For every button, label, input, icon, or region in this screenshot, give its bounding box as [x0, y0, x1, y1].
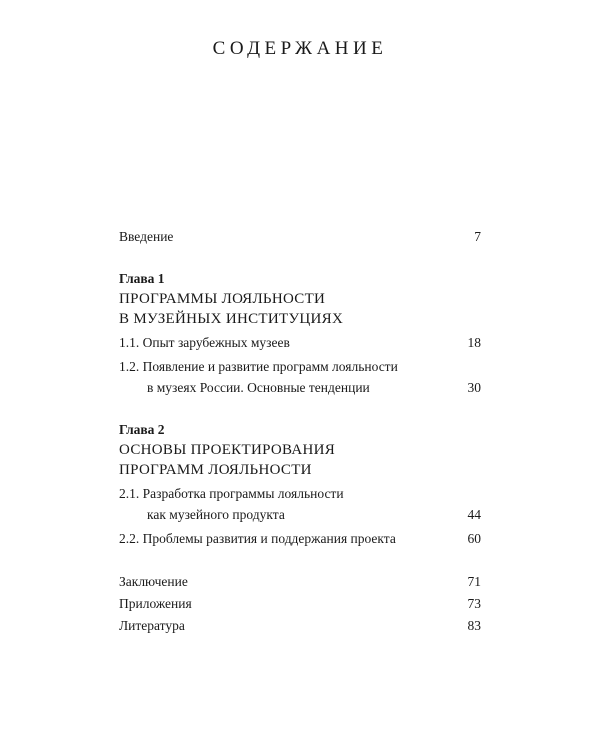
chapter-title-line: ПРОГРАММ ЛОЯЛЬНОСТИ [119, 462, 312, 478]
toc-entry-label: 1.1. Опыт зарубежных музеев [119, 335, 290, 350]
toc-page-number: 18 [467, 335, 481, 350]
toc-entry-label: 2.1. Разработка программы лояльности [119, 486, 344, 501]
toc-page-number: 7 [474, 229, 481, 244]
toc-entry-label: Заключение [119, 574, 188, 589]
toc-entry-section[interactable] [119, 356, 481, 398]
toc-entry-section[interactable] [119, 332, 481, 353]
chapter-title-line: ОСНОВЫ ПРОЕКТИРОВАНИЯ [119, 442, 336, 458]
toc-entry-section[interactable] [119, 483, 481, 525]
chapter-2 [119, 419, 481, 549]
toc-page-number: 44 [467, 507, 481, 522]
back-matter [119, 571, 481, 636]
toc-entry-label: Введение [119, 229, 174, 244]
toc-entry-intro[interactable] [119, 226, 481, 247]
toc-entry-label: 1.2. Появление и развитие программ лояльности [119, 359, 398, 374]
toc-page-number: 71 [467, 574, 481, 589]
toc-entry-label: 2.2. Проблемы развития и поддержания проекта [119, 531, 396, 546]
toc-entry-label-continued: как музейного продукта [147, 507, 285, 522]
chapter-1 [119, 268, 481, 398]
toc-entry-section[interactable] [119, 528, 481, 549]
toc-page-number: 83 [467, 618, 481, 633]
chapter-title-line: ПРОГРАММЫ ЛОЯЛЬНОСТИ [119, 291, 326, 307]
toc-entry-label: Приложения [119, 596, 192, 611]
toc-entry-label-continued: в музеях России. Основные тенденции [147, 380, 370, 395]
toc-page-number: 60 [467, 531, 481, 546]
chapter-label: Глава 1 [119, 271, 165, 286]
toc-page-number: 73 [467, 596, 481, 611]
toc-entry-label: Литература [119, 618, 185, 633]
toc-entry-appendices[interactable] [119, 593, 481, 614]
toc-page-number: 30 [467, 380, 481, 395]
page-title: СОДЕРЖАНИЕ [212, 38, 388, 59]
toc-entry-conclusion[interactable] [119, 571, 481, 592]
chapter-title-line: В МУЗЕЙНЫХ ИНСТИТУЦИЯХ [119, 311, 344, 327]
table-of-contents [119, 226, 481, 636]
chapter-label: Глава 2 [119, 422, 165, 437]
toc-entry-literature[interactable] [119, 615, 481, 636]
